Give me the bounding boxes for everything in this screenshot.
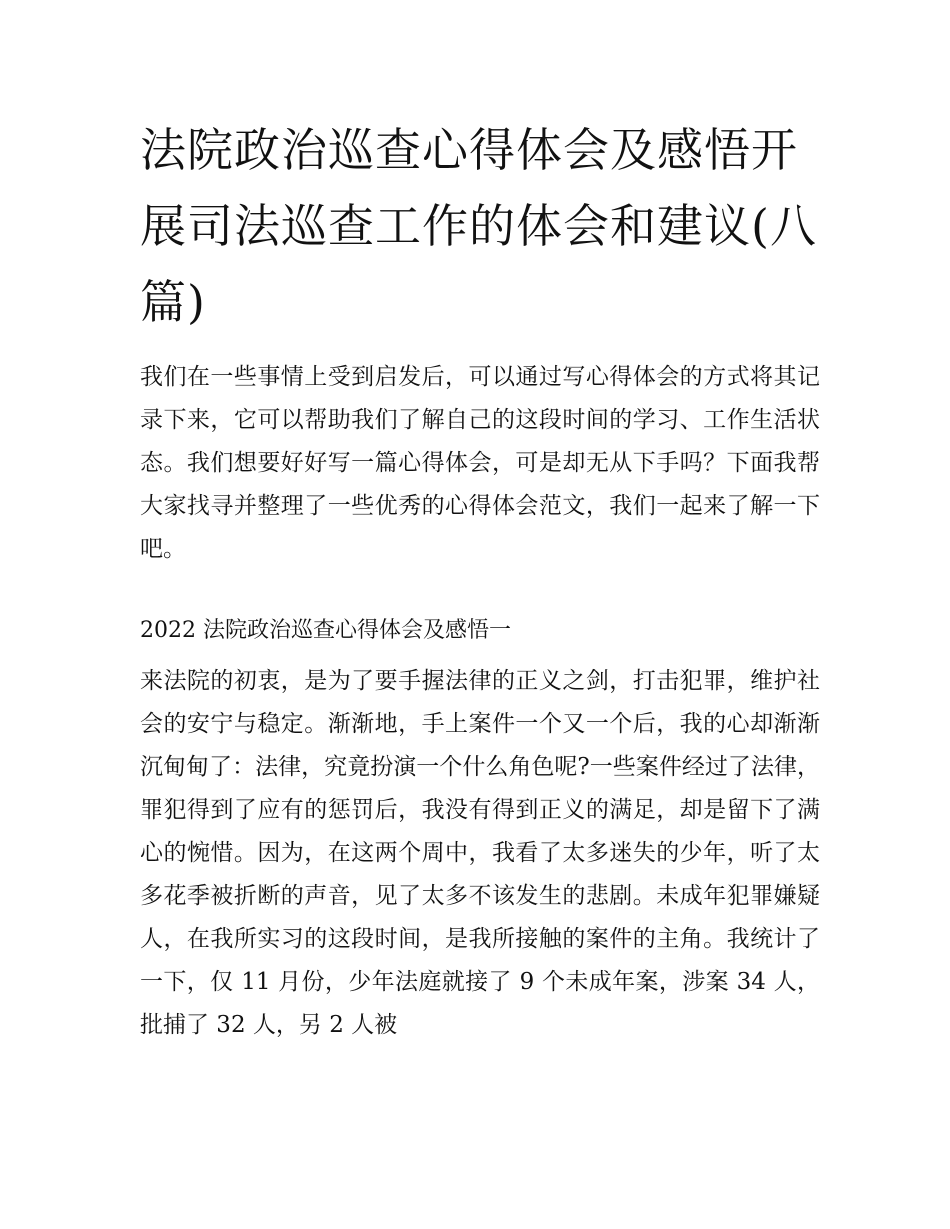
intro-paragraph: 我们在一些事情上受到启发后，可以通过写心得体会的方式将其记录下来，它可以帮助我们了解自己的这段时间的学习、工作生活状态。我们想要好好写一篇心得体会，可是却无从下手吗？下面我帮大家找寻并整理了一些优秀的心得体会范文，我们一起来了解一下吧。 [140,364,820,562]
section-paragraph: 来法院的初衷，是为了要手握法律的正义之剑，打击犯罪，维护社会的安宁与稳定。渐渐地，手上案件一个又一个后，我的心却渐渐沉甸甸了：法律，究竟扮演一个什么角色呢?一些案件经过了法律，罪犯得到了应有的惩罚后，我没有得到正义的满足，却是留下了满心的惋惜。因为，在这两个周中，我看了太多迷失的少年，听了太多花季被折断的声音，见了太多不该发生的悲剧。未成年犯罪嫌疑人，在我所实习的这段时间，是我所接触的案件的主角。我统计了一下，仅 11 月份，少年法庭就接了 9 个未成年案，涉案 34 人，批捕了 32 人，另 2 人被 [140,668,820,1038]
document-title: 法院政治巡查心得体会及感悟开展司法巡查工作的体会和建议(八篇) [140,123,817,329]
section-heading: 2022 法院政治巡查心得体会及感悟一 [140,618,511,643]
